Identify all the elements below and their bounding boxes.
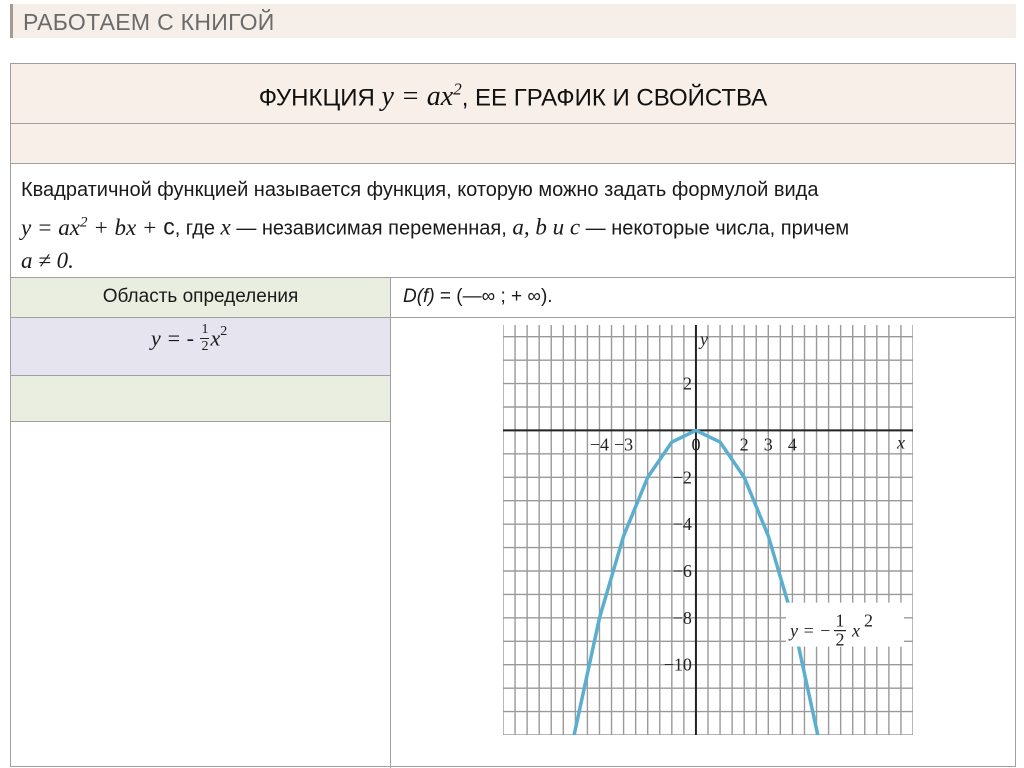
definition-vars-abc: a, b и c	[512, 214, 581, 240]
y-tick-label: −8	[672, 607, 692, 628]
y-tick-label: −2	[672, 467, 692, 488]
x-tick-label: −3	[614, 434, 634, 455]
x-tick-label: 4	[787, 434, 797, 455]
x-tick-label: 3	[763, 434, 773, 455]
section-header	[10, 4, 1016, 38]
domain-value-fn: D(f)	[403, 286, 435, 307]
topic-formula-exponent: 2	[453, 80, 462, 99]
topic-formula-base: y = ax	[381, 81, 454, 113]
function-cell	[11, 318, 391, 376]
parabola-graph	[503, 325, 913, 735]
curve-label	[786, 603, 904, 650]
definition-var-x: x	[220, 214, 231, 240]
definition-text-some: — некоторые числа, причем	[580, 217, 850, 240]
definition-line-1: Квадратичной функцией называется функция, которую можно задать формулой вида	[21, 179, 819, 201]
empty-left-cell	[11, 422, 391, 768]
function-fraction-den: 2	[201, 339, 209, 354]
y-axis-label: y	[699, 329, 708, 349]
domain-label: Область определения	[102, 286, 299, 307]
domain-value-range: = (—∞ ; + ∞).	[434, 286, 553, 307]
y-tick-label: 2	[682, 373, 692, 394]
function-fraction-num: 1	[201, 322, 209, 337]
y-tick-label: −10	[663, 654, 692, 675]
curve-label-text: y = −	[790, 620, 832, 641]
function-lhs: y = -	[151, 325, 200, 351]
section-title: РАБОТАЕМ С КНИГОЙ	[23, 9, 275, 35]
y-tick-label: −6	[672, 561, 692, 581]
topic-formula	[381, 81, 461, 112]
topic-prefix: ФУНКЦИЯ	[258, 84, 375, 112]
definition-formula-b: + bx +	[87, 214, 164, 240]
definition-row	[11, 164, 1015, 278]
function-formula	[151, 322, 227, 374]
blank-row	[11, 124, 1015, 164]
x-tick-label: 2	[739, 434, 749, 455]
function-var: x	[210, 325, 221, 351]
definition-line-2	[21, 206, 1005, 245]
domain-value-cell	[391, 278, 1015, 318]
definition-text-indep: — независимая переменная,	[230, 217, 513, 240]
topic-title-row	[11, 64, 1015, 124]
function-exp: 2	[220, 324, 228, 340]
curve-label-exp: 2	[864, 610, 873, 631]
domain-label-cell	[11, 278, 391, 318]
x-tick-label: 0	[691, 434, 701, 455]
y-tick-label: −4	[672, 514, 692, 535]
curve-label-fraction-den: 2	[835, 629, 845, 650]
definition-condition: a ≠ 0.	[21, 247, 74, 273]
x-axis-label: x	[897, 432, 905, 453]
topic-title	[259, 80, 768, 113]
curve-label-var: x	[852, 620, 860, 641]
function-fraction	[200, 322, 209, 355]
definition-formula-c: c	[163, 213, 175, 240]
topic-suffix: , ЕЕ ГРАФИК И СВОЙСТВА	[461, 84, 768, 112]
curve-label-fraction-num: 1	[835, 610, 845, 631]
definition-formula-a: y = ax	[21, 214, 80, 240]
definition-formula	[21, 215, 163, 240]
x-tick-label: −4	[589, 434, 610, 455]
definition-text-where: , где	[174, 217, 221, 240]
definition-formula-exp: 2	[79, 214, 88, 230]
empty-green-cell	[11, 376, 391, 422]
